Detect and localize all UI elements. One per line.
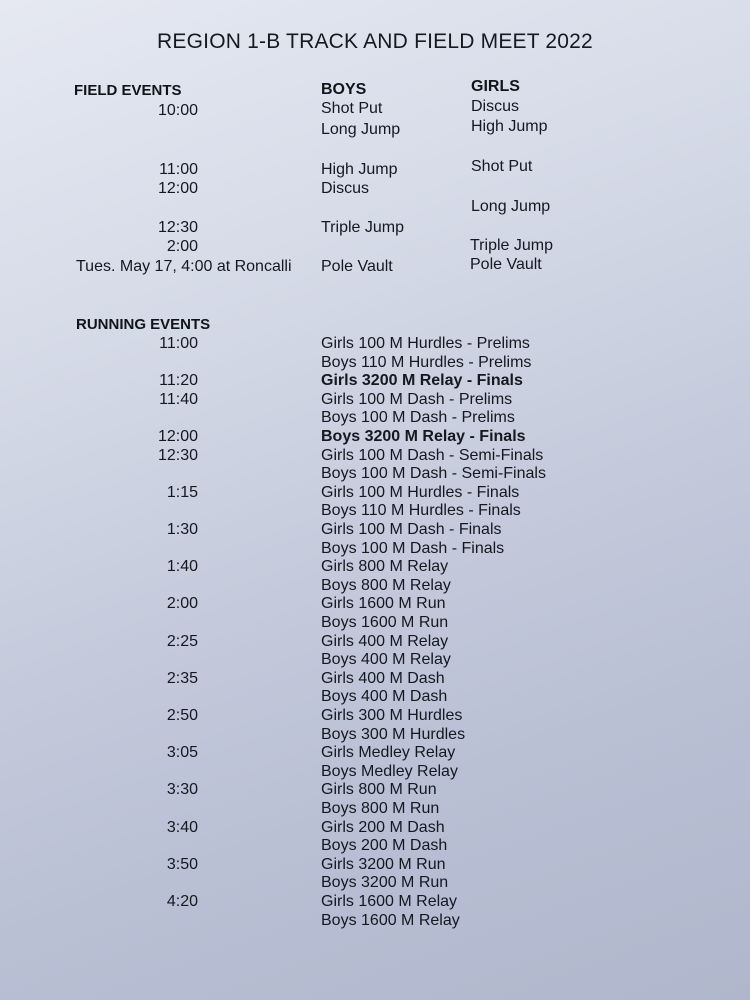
running-event: Boys 3200 M Relay - Finals bbox=[321, 428, 526, 445]
boys-column-heading: BOYS bbox=[321, 81, 367, 98]
running-time: 3:30 bbox=[166, 781, 198, 798]
running-event: Girls 100 M Hurdles - Finals bbox=[321, 484, 520, 501]
running-event: Boys 110 M Hurdles - Prelims bbox=[321, 354, 532, 371]
running-event: Girls 100 M Dash - Prelims bbox=[321, 391, 513, 408]
running-event: Girls 100 M Dash - Finals bbox=[321, 521, 502, 538]
running-event: Girls 200 M Dash bbox=[321, 819, 445, 836]
field-time: 12:30 bbox=[157, 219, 198, 236]
running-event: Boys Medley Relay bbox=[321, 763, 458, 780]
running-time: 1:15 bbox=[166, 484, 198, 501]
running-event: Girls 1600 M Run bbox=[321, 595, 446, 612]
running-event: Boys 100 M Dash - Semi-Finals bbox=[321, 465, 546, 482]
field-boys-event: High Jump bbox=[321, 161, 398, 178]
running-time: 3:40 bbox=[166, 819, 198, 836]
running-event: Boys 1600 M Run bbox=[321, 614, 449, 631]
running-event: Boys 100 M Dash - Finals bbox=[321, 540, 505, 557]
field-girls-event: Shot Put bbox=[471, 158, 533, 175]
running-time: 2:00 bbox=[166, 595, 198, 612]
running-event: Girls 3200 M Run bbox=[321, 856, 446, 873]
running-event: Girls 100 M Dash - Semi-Finals bbox=[321, 447, 544, 464]
field-events-heading: FIELD EVENTS bbox=[74, 82, 182, 99]
running-time: 4:20 bbox=[166, 893, 198, 910]
running-time: 11:00 bbox=[159, 335, 198, 352]
running-event: Boys 100 M Dash - Prelims bbox=[321, 409, 515, 426]
running-event: Girls 800 M Relay bbox=[321, 558, 449, 575]
running-time: 2:35 bbox=[166, 670, 198, 687]
field-time: 12:00 bbox=[157, 180, 198, 197]
running-events-heading: RUNNING EVENTS bbox=[76, 316, 211, 333]
field-boys-event: Triple Jump bbox=[321, 219, 404, 236]
running-time: 12:30 bbox=[157, 447, 198, 464]
running-event: Girls 400 M Dash bbox=[321, 670, 445, 687]
running-event: Boys 400 M Dash bbox=[321, 688, 448, 705]
field-time: 2:00 bbox=[166, 238, 198, 255]
field-girls-event: Discus bbox=[471, 98, 520, 115]
running-event: Girls 400 M Relay bbox=[321, 633, 449, 650]
running-time: 3:05 bbox=[166, 744, 198, 761]
running-time: 2:25 bbox=[166, 633, 198, 650]
field-boys-event: Long Jump bbox=[321, 121, 401, 138]
running-event: Girls 1600 M Relay bbox=[321, 893, 458, 910]
running-event: Boys 800 M Relay bbox=[321, 577, 451, 594]
running-time: 3:50 bbox=[166, 856, 198, 873]
field-girls-event: Triple Jump bbox=[470, 237, 553, 254]
running-event: Girls 3200 M Relay - Finals bbox=[321, 372, 523, 389]
running-event: Boys 800 M Run bbox=[321, 800, 440, 817]
running-event: Boys 300 M Hurdles bbox=[321, 726, 466, 743]
running-time: 11:40 bbox=[159, 391, 198, 408]
running-event: Girls 300 M Hurdles bbox=[321, 707, 463, 724]
running-event: Girls 800 M Run bbox=[321, 781, 437, 798]
girls-column-heading: GIRLS bbox=[471, 78, 520, 95]
field-boys-event: Shot Put bbox=[321, 100, 383, 117]
page-title: REGION 1-B TRACK AND FIELD MEET 2022 bbox=[157, 30, 593, 53]
running-event: Boys 400 M Relay bbox=[321, 651, 451, 668]
field-time: 11:00 bbox=[159, 161, 198, 178]
field-time: 10:00 bbox=[157, 102, 198, 119]
running-time: 1:40 bbox=[166, 558, 198, 575]
running-event: Girls 100 M Hurdles - Prelims bbox=[321, 335, 530, 352]
field-boys-event: Discus bbox=[321, 180, 370, 197]
field-girls-event: Pole Vault bbox=[470, 256, 542, 273]
running-event: Girls Medley Relay bbox=[321, 744, 456, 761]
running-event: Boys 200 M Dash bbox=[321, 837, 448, 854]
running-time: 11:20 bbox=[159, 372, 198, 389]
running-time: 12:00 bbox=[157, 428, 198, 445]
running-time: 2:50 bbox=[166, 707, 198, 724]
field-boys-event: Pole Vault bbox=[321, 258, 393, 275]
running-event: Boys 1600 M Relay bbox=[321, 912, 460, 929]
field-time: Tues. May 17, 4:00 at Roncalli bbox=[76, 258, 292, 275]
field-girls-event: High Jump bbox=[471, 118, 548, 135]
field-girls-event: Long Jump bbox=[471, 198, 551, 215]
running-event: Boys 110 M Hurdles - Finals bbox=[321, 502, 521, 519]
running-time: 1:30 bbox=[166, 521, 198, 538]
running-event: Boys 3200 M Run bbox=[321, 874, 449, 891]
